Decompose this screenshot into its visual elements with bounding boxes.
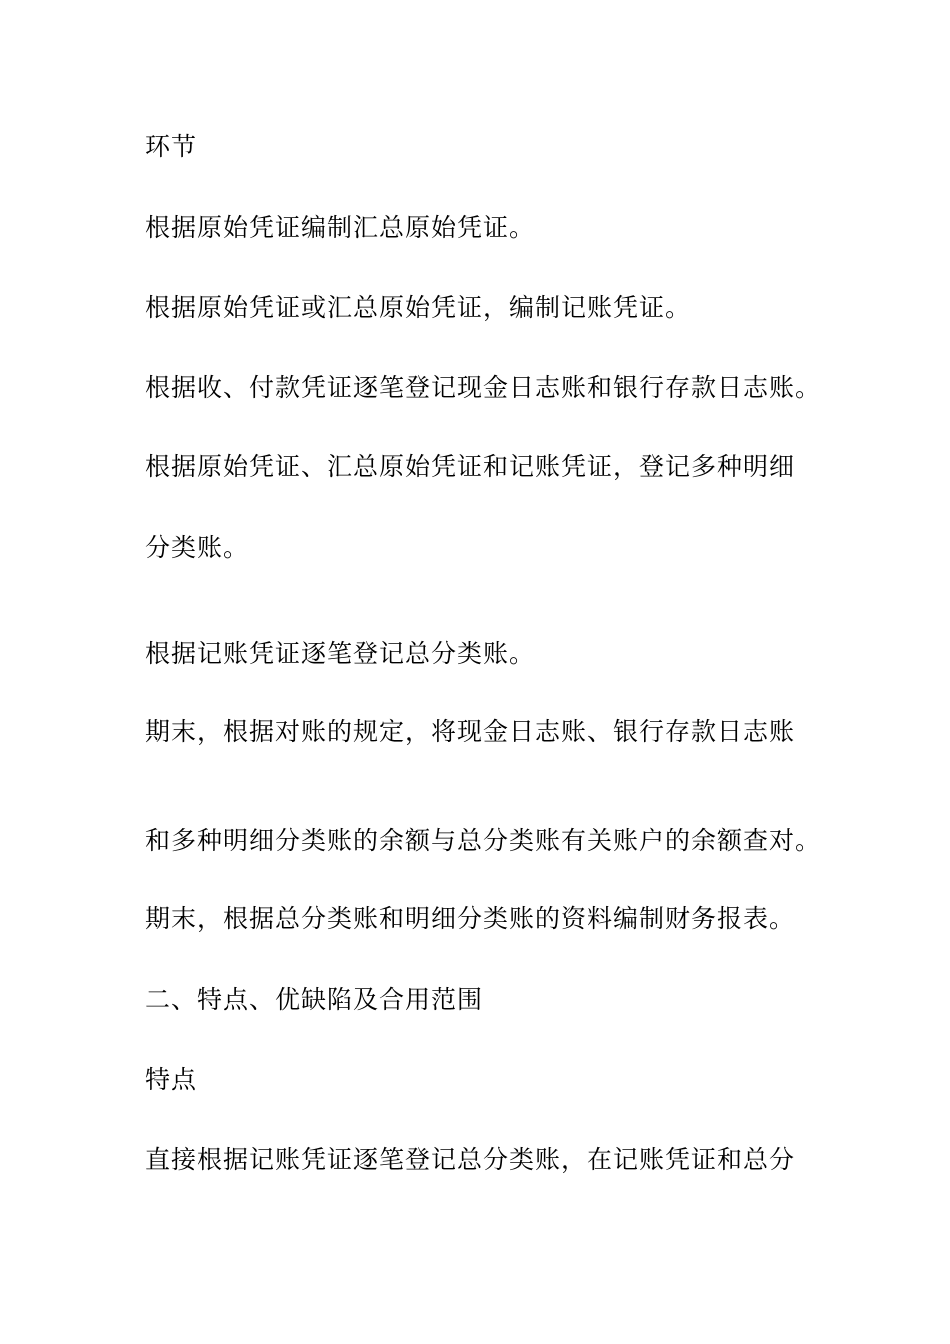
paragraph-line: 和多种明细分类账的余额与总分类账有关账户的余额查对。 <box>145 826 822 855</box>
section-heading-features: 二、特点、优缺陷及合用范围 <box>145 985 484 1014</box>
paragraph-line: 根据原始凭证编制汇总原始凭证。 <box>145 213 536 242</box>
paragraph-line: 根据收、付款凭证逐笔登记现金日志账和银行存款日志账。 <box>145 373 822 402</box>
paragraph-line: 期末，根据总分类账和明细分类账的资料编制财务报表。 <box>145 904 796 933</box>
subheading-features: 特点 <box>145 1065 198 1094</box>
paragraph-line: 直接根据记账凭证逐笔登记总分类账，在记账凭证和总分 <box>145 1145 796 1174</box>
paragraph-line: 根据原始凭证或汇总原始凭证，编制记账凭证。 <box>145 293 692 322</box>
paragraph-line: 期末，根据对账的规定，将现金日志账、银行存款日志账 <box>145 717 796 746</box>
paragraph-line: 根据记账凭证逐笔登记总分类账。 <box>145 639 536 668</box>
paragraph-line: 分类账。 <box>145 533 250 562</box>
section-heading-steps: 环节 <box>145 132 198 161</box>
paragraph-line: 根据原始凭证、汇总原始凭证和记账凭证，登记多种明细 <box>145 452 796 481</box>
